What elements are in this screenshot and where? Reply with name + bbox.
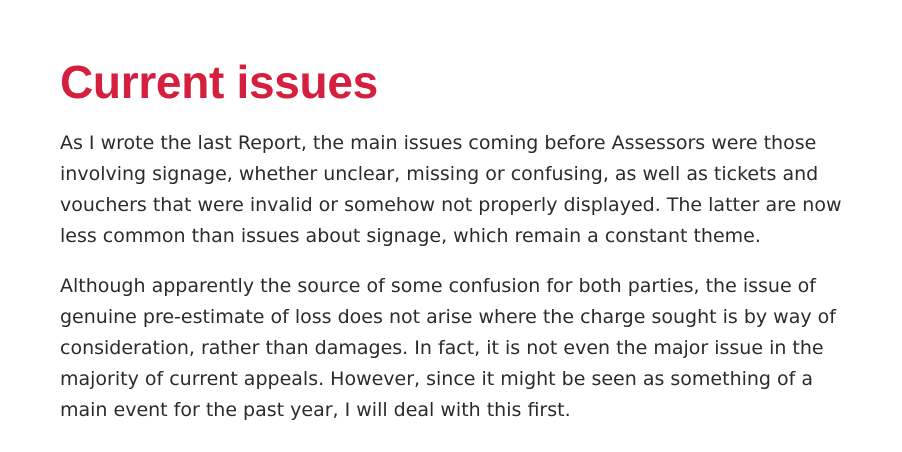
section-heading: Current issues [60, 56, 378, 108]
document-page [60, 52, 880, 426]
paragraph-1: As I wrote the last Report, the main issues coming before Assessors were those involving signage, whether unclear, missing or confusing, as well as tickets and vouchers that were invalid or somehow not properly displayed. The latter are now less common than issues about signage, which remain a constant theme. [60, 132, 842, 247]
paragraph-2: Although apparently the source of some confusion for both parties, the issue of genuine pre-estimate of loss does not arise where the charge sought is by way of consideration, rather than damages. In fact, it is not even the major issue in the majority of current appeals. However, since it might be seen as something of a main event for the past year, I will deal with this first. [60, 275, 836, 421]
